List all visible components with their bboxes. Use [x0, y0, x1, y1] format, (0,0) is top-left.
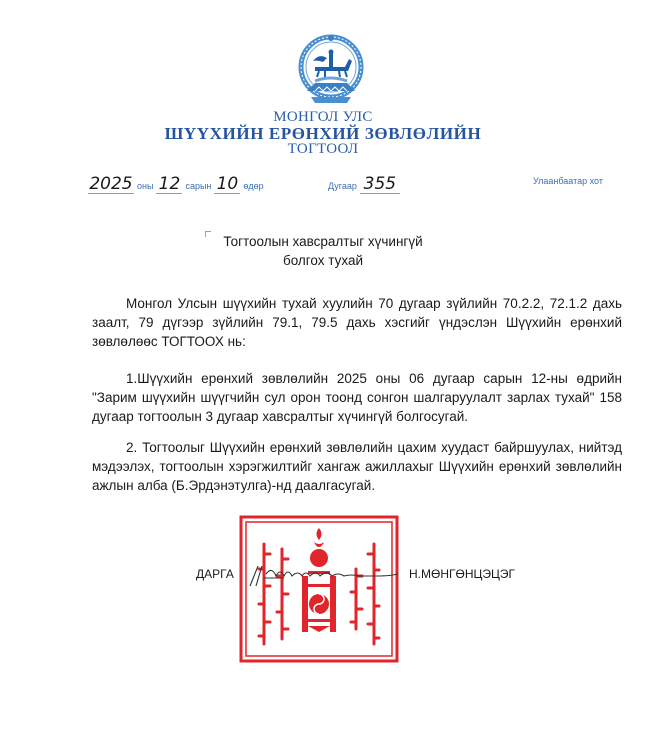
header-country: МОНГОЛ УЛС [273, 109, 373, 125]
resolution-item-1: 1.Шүүхийн ерөнхий зөвлөлийн 2025 оны 06 дугаар сарын 12-ны өдрийн "Зарим шүүхийн шүүгчийн сул орон тоонд сонгон шалгаруулалт зарлах тухай" 158 дугаар тогтоолын 3 дугаар хавсралтыг хүчингүй болгосугай. [92, 371, 622, 424]
handwritten-signature-icon [248, 560, 413, 590]
date-month: 12 [156, 176, 182, 194]
day-label: өдөр [243, 181, 264, 191]
mongolia-state-emblem-icon [285, 33, 377, 107]
city: Улаанбаатар хот [533, 176, 603, 186]
subject-line2: болгох тухай [282, 253, 364, 268]
date-year: 2025 [89, 174, 133, 194]
resolution-item-2: 2. Тогтоолыг Шүүхийн ерөнхий зөвлөлийн цахим хуудаст байршуулах, нийтэд мэдээлэх, тогтоолын хэрэгжилтийг хангаж ажиллахыг Шүүхийн ерөнхий зөвлөлийн ажлын алба (Б.Эрдэнэтулга)-нд даалгасугай. [92, 440, 622, 493]
signer-name: Н.МӨНГӨНЦЭЦЭГ [409, 567, 515, 581]
subject-line1: Тогтоолын хавсралтыг хүчингүй [223, 234, 423, 249]
doc-number: 355 [360, 176, 400, 194]
preamble-paragraph: Монгол Улсын шүүхийн тухай хуулийн 70 дугаар зүйлийн 70.2.2, 72.1.2 дахь заалт, 79 дүгээр зүйлийн 79.1, 79.5 дахь хэсгийг үндэслэн Шүүхийн ерөнхий зөвлөлөөс ТОГТООХ нь: [92, 296, 622, 349]
signer-title: ДАРГА [196, 567, 234, 581]
date-field [88, 176, 267, 194]
year-label: оны [137, 181, 154, 191]
subject [0, 232, 646, 270]
date-day: 10 [214, 176, 240, 194]
header-organization: ШҮҮХИЙН ЕРӨНХИЙ ЗӨВЛӨЛИЙН [164, 124, 482, 143]
number-field [328, 176, 400, 194]
month-label: сарын [185, 181, 212, 191]
header-doc-type: ТОГТООЛ [287, 141, 359, 157]
number-label: Дугаар [328, 181, 357, 191]
